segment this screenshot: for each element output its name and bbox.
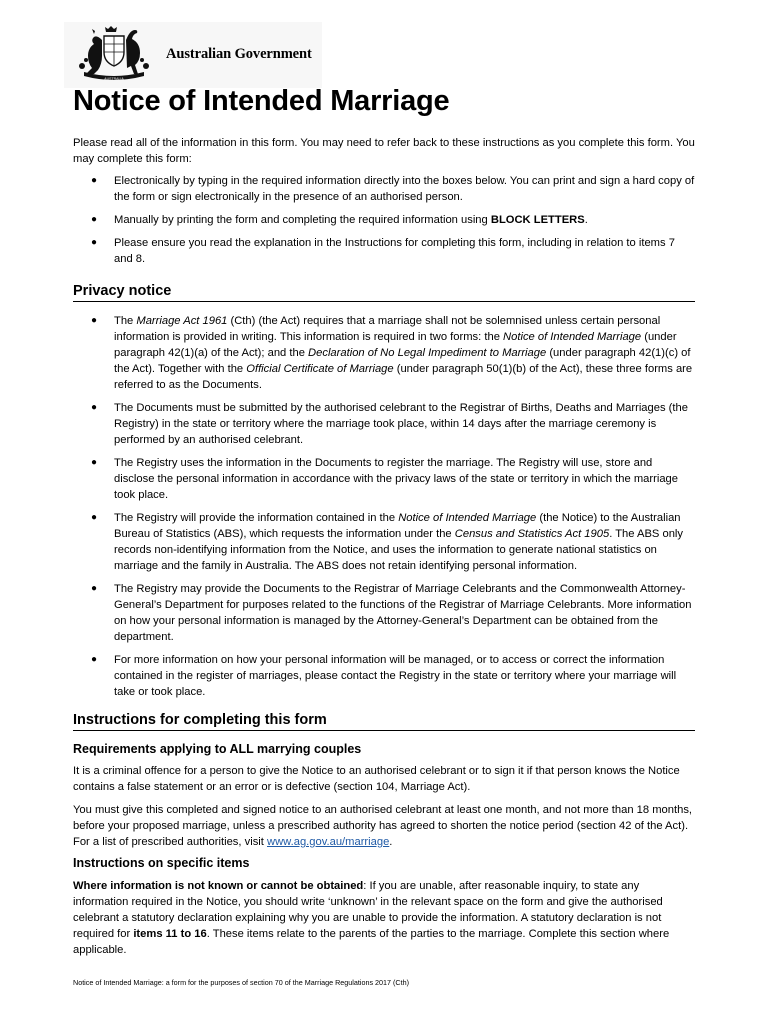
bullet-text: Manually by printing the form and completing the required information using <box>114 214 491 226</box>
text: (under paragraph 42(1)(a) of the Act); and the <box>114 331 677 359</box>
paragraph: It is a criminal offence for a person to give the Notice to an authorised celebrant or to sign it if that person knows the Notice contains a false statement or an error or is defective (section 104, Marriage Act). <box>73 765 680 793</box>
block-letters-emphasis: BLOCK LETTERS <box>490 214 585 226</box>
completion-methods-list <box>73 173 695 274</box>
requirements-text <box>73 763 695 857</box>
bullet-icon: ● <box>91 214 98 225</box>
bold-lead: Where information is not known or cannot be obtained <box>73 880 364 892</box>
text: : If you are unable, after reasonable inquiry, to state any information required in the Notice, you should write ‘unknown’ in the relevant space on the form and give the authorised celebrant a statutory declaration explaining why you are unable to provide the information. A statutory declaration is not required for <box>73 880 663 940</box>
requirements-subheading: Requirements applying to ALL marrying couples <box>73 742 362 756</box>
text: . These items relate to the parents of the parties to the marriage. Complete this section where applicable. <box>73 928 670 956</box>
text: The Documents must be submitted by the authorised celebrant to the Registrar of Births, Deaths and Marriages (the Registry) in the state or territory where the marriage took place, within 14 days after the marriage ceremony is performed by an authorised celebrant. <box>114 402 688 446</box>
list-item <box>73 455 695 503</box>
bullet-text: Electronically by typing in the required information directly into the boxes below. You can print and sign a hard copy of the form or sign electronically in the presence of an authorised person. <box>114 175 695 203</box>
text: For more information on how your personal information will be managed, or to access or correct the information contained in the register of marriages, please contact the Registry in the state or territory where your marriage will take or took place. <box>114 654 677 698</box>
form-title: Notice of Intended Marriage <box>398 512 537 524</box>
form-title: Official Certificate of Marriage <box>246 363 394 375</box>
text: . <box>389 836 393 848</box>
list-item <box>73 581 695 645</box>
paragraph <box>73 802 695 850</box>
svg-text:AUSTRALIA: AUSTRALIA <box>104 77 124 81</box>
act-title: Census and Statistics Act 1905 <box>454 528 610 540</box>
bullet-text-end: . <box>584 214 588 226</box>
list-item <box>73 652 695 700</box>
list-item <box>73 235 695 267</box>
bullet-icon: ● <box>91 402 98 413</box>
privacy-list <box>73 313 695 707</box>
bullet-icon: ● <box>91 457 98 468</box>
privacy-notice-heading: Privacy notice <box>73 283 695 302</box>
government-name: Australian Government <box>166 46 312 62</box>
text: The Registry uses the information in the Documents to register the marriage. The Registry will use, store and disclose the personal information in accordance with the privacy laws of the state or territory in which the marriage took place. <box>114 457 678 501</box>
bullet-icon: ● <box>91 583 98 594</box>
text: (under paragraph 50(1)(b) of the Act), these three forms are referred to as the Documents. <box>114 363 693 391</box>
text: (the Notice) to the Australian Bureau of Statistics (ABS), which requests the information under the <box>114 512 681 540</box>
intro-paragraph <box>73 135 695 174</box>
list-item <box>73 510 695 574</box>
bullet-icon: ● <box>91 315 98 326</box>
act-title: Marriage Act 1961 <box>136 315 228 327</box>
text: The Registry may provide the Documents to the Registrar of Marriage Celebrants and the Commonwealth Attorney-General’s Department for purposes related to the functions of the Registrar of Marriage Celebrants. More information on how your personal information is managed by the Attorney-General’s Department can be obtained from the department. <box>114 583 692 643</box>
bullet-icon: ● <box>91 512 98 523</box>
text: (under paragraph 42(1)(c) of the Act). Together with the <box>114 347 691 375</box>
list-item <box>73 313 695 393</box>
list-item <box>73 400 695 448</box>
paragraph <box>73 878 695 958</box>
text: . The ABS only records non-identifying information from the Notice, and uses the information to generate national statistics on marriage and the family in Australia. The ABS does not retain identifying personal information. <box>114 528 684 572</box>
intro-text: Please read all of the information in this form. You may need to refer back to these instructions as you complete this form. You may complete this form: <box>73 137 695 165</box>
list-item <box>73 173 695 205</box>
marriage-link[interactable]: www.ag.gov.au/marriage <box>267 836 390 848</box>
bullet-icon: ● <box>91 175 98 186</box>
page-title: Notice of Intended Marriage <box>73 85 450 117</box>
instructions-heading: Instructions for completing this form <box>73 712 695 731</box>
bullet-text: Please ensure you read the explanation in the Instructions for completing this form, including in relation to items 7 and 8. <box>114 237 675 265</box>
text: (Cth) (the Act) requires that a marriage shall not be solemnised unless certain personal information is provided in writing. This information is required in two forms: the <box>114 315 661 343</box>
items-emphasis: items 11 to 16 <box>133 928 207 940</box>
list-item <box>73 212 695 228</box>
form-title: Declaration of No Legal Impediment to Marriage <box>308 347 547 359</box>
specific-items-subheading: Instructions on specific items <box>73 856 250 870</box>
text: The <box>114 315 137 327</box>
specific-items-text <box>73 878 695 965</box>
page-footer: Notice of Intended Marriage: a form for the purposes of section 70 of the Marriage Regulations 2017 (Cth) <box>73 978 409 987</box>
text: You must give this completed and signed notice to an authorised celebrant at least one month, and not more than 18 months, before your proposed marriage, unless a prescribed authority has agreed to shorten the notice period (section 42 of the Act). For a list of prescribed authorities, visit <box>73 804 693 848</box>
bullet-icon: ● <box>91 654 98 665</box>
coat-of-arms-icon <box>70 26 158 82</box>
form-title: Notice of Intended Marriage <box>503 331 642 343</box>
bullet-icon: ● <box>91 237 98 248</box>
text: The Registry will provide the information contained in the <box>114 512 399 524</box>
